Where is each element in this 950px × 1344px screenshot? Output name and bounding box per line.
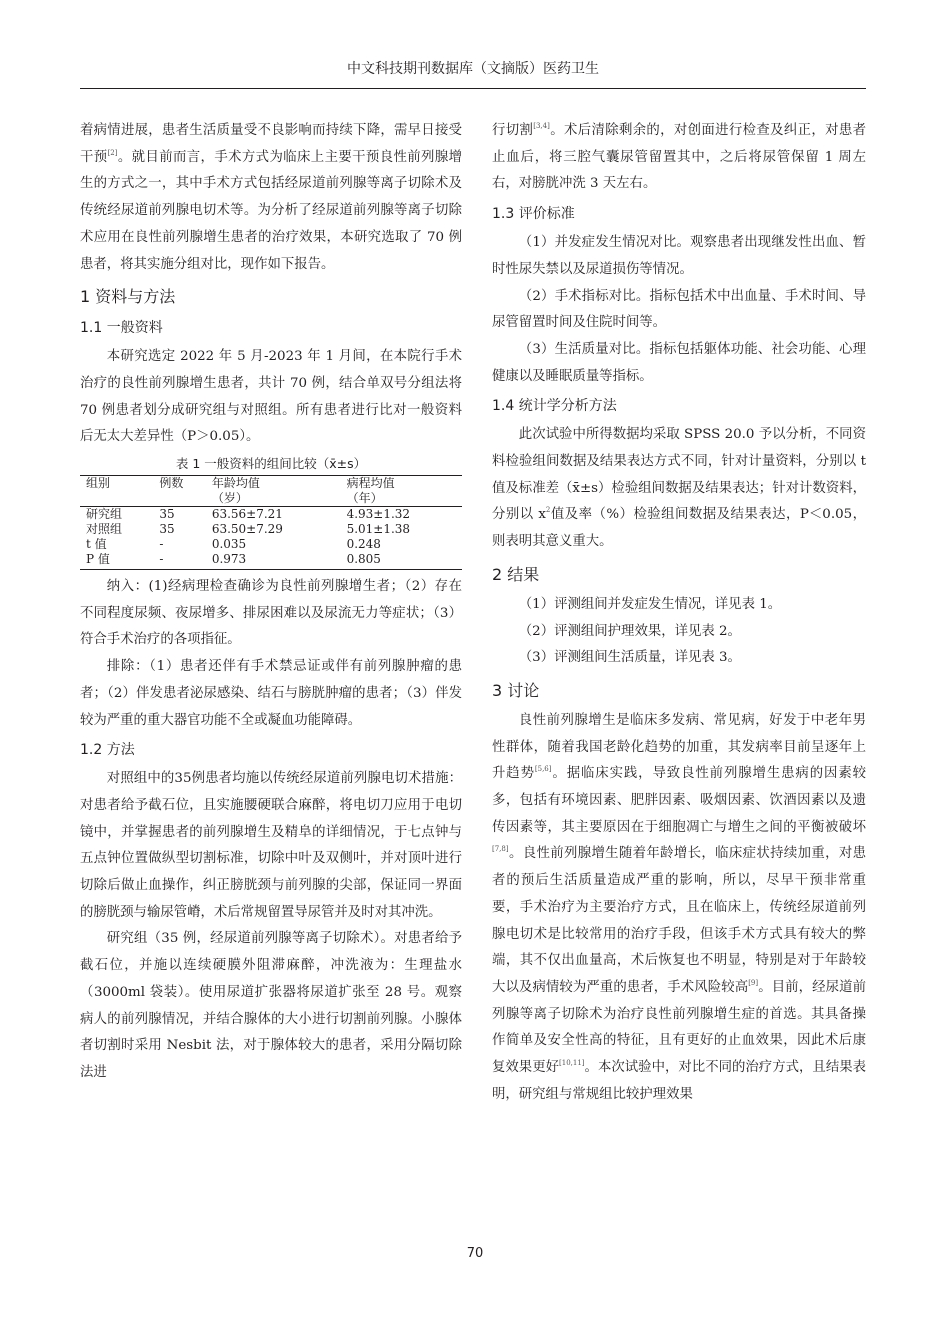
section-heading-methods: 1 资料与方法 bbox=[80, 287, 176, 307]
col-header-age: 年龄均值 bbox=[206, 476, 341, 492]
inclusion-paragraph: 纳入：(1)经病理检查确诊为良性前列腺增生者；（2）存在不同程度尿频、夜尿增多、排尿困难以及尿流无力等症状；（3）符合手术治疗的各项指征。 bbox=[80, 579, 462, 648]
citation[interactable]: [9] bbox=[748, 978, 759, 987]
discussion-paragraph: 良性前列腺增生是临床多发病、常见病，好发于中老年男性群体，随着我国老龄化趋势的加重，其发病率目前呈逐年上升趋势[5,6]。据临床实践，导致良性前列腺增生患病的因素较多，包括有环境因素、肥胖因素、吸烟因素、饮酒因素以及遗传因素等，其主要原因在于细胞凋亡与增生之间的平衡被破坏[7,8]。良性前列腺增生随着年龄增长，临床症状持续加重，对患者的预后生活质量造成严重的影响，所以，尽早干预非常重要，手术治疗为主要治疗方式，且在临床上，传统经尿道前列腺电切术是比较常用的治疗手段，但该手术方式具有较大的弊端，其不仅出血量高，术后恢复也不明显，特别是对于年龄较大以及病情较为严重的患者，手术风险较高[9]。目前，经尿道前列腺等离子切除术为治疗良性前列腺增生症的首选。其具备操作简单及安全性高的特征，且有更好的止血效果，因此术后康复效果更好[10,11]。本次试验中，对比不同的治疗方式，且结果表明，研究组与常规组比较护理效果 bbox=[492, 712, 867, 1102]
table-row: t 值 - 0.035 0.248 bbox=[86, 537, 381, 552]
page-number: 70 bbox=[466, 1246, 484, 1261]
journal-header: 中文科技期刊数据库（文摘版）医药卫生 bbox=[347, 61, 599, 77]
section-heading-results: 2 结果 bbox=[492, 564, 540, 584]
table-caption: 表 1 一般资料的组间比较（x̄±s） bbox=[175, 456, 367, 472]
result-item: （1）评测组间并发症发生情况，详见表 1。 bbox=[518, 596, 782, 612]
study-group-paragraph: 研究组（35 例，经尿道前列腺等离子切除术）。对患者给予截石位，并施以连续硬膜外阻滞麻醉，冲洗液为：生理盐水（3000ml 袋装）。使用尿道扩张器将尿道扩张至 28 号。观察病人的前列腺情况，并结合腺体的大小进行切割前列腺。小腺体者切割时采用 Nesbit 法，对于腺体较大的患者，采用分隔切除法进 bbox=[80, 931, 462, 1080]
right-column bbox=[492, 118, 866, 1109]
col-header-course: 病程均值 bbox=[341, 476, 462, 492]
evaluation-item: （2）手术指标对比。指标包括术中出血量、手术时间、导尿管留置时间及住院时间等。 bbox=[492, 288, 866, 331]
col-header-count: 例数 bbox=[153, 476, 205, 492]
col-header-group: 组别 bbox=[80, 476, 153, 492]
statistics-paragraph: 此次试验中所得数据均采取 SPSS 20.0 予以分析，不同资料检验组间数据及结果表达方式不同，针对计量资料，分别以 t 值及标准差（x̄±s）检验组间数据及结果表达；针对计数资料，分别以 $x^2$值及率（%）检验组间数据及结果表达，P＜0.05，则表明其意义重大。 bbox=[492, 427, 866, 550]
baseline-table bbox=[80, 475, 462, 570]
exclusion-paragraph: 排除：（1）患者还伴有手术禁忌证或伴有前列腺肿瘤的患者；（2）伴发患者泌尿感染、结石与膀胱肿瘤的患者；（3）伴发较为严重的重大器官功能不全或凝血功能障碍。 bbox=[80, 659, 462, 728]
citation[interactable]: [3,4] bbox=[533, 122, 550, 130]
subsection-heading-general: 1.1 一般资料 bbox=[80, 320, 163, 337]
control-group-paragraph: 对照组中的35例患者均施以传统经尿道前列腺电切术措施：对患者给予截石位，且实施腰硬联合麻醉，将电切刀应用于电切镜中，并掌握患者的前列腺增生及精阜的详细情况，于七点钟与五点钟位置做纵型切割标准，切除中叶及双侧叶，并对顶叶进行切除后做止血操作，纠正膀胱颈与前列腺的尖部，保证同一界面的膀胱颈与输尿管嵴，术后常规留置导尿管并及时对其冲洗。 bbox=[80, 771, 462, 920]
evaluation-item: （3）生活质量对比。指标包括躯体功能、社会功能、心理健康以及睡眠质量等指标。 bbox=[492, 341, 866, 384]
header-rule bbox=[80, 88, 866, 89]
table-row: P 值 - 0.973 0.805 bbox=[80, 552, 462, 570]
citation[interactable]: [5,6] bbox=[534, 765, 552, 774]
section-heading-discussion: 3 讨论 bbox=[492, 680, 540, 700]
table-row: 研究组 35 63.56±7.21 4.93±1.32 bbox=[86, 507, 411, 522]
continued-paragraph: 行切割[3,4]。术后清除剩余的，对创面进行检查及纠正，对患者止血后，将三腔气囊尿管留置其中，之后将尿管保留 1 周左右，对膀胱冲洗 3 天左右。 bbox=[492, 122, 867, 192]
col-header-age-unit: （岁） bbox=[206, 491, 341, 507]
subsection-heading-statistics: 1.4 统计学分析方法 bbox=[492, 398, 617, 415]
general-paragraph: 本研究选定 2022 年 5 月-2023 年 1 月间，在本院行手术治疗的良性前列腺增生患者，共计 70 例，结合单双号分组法将 70 例患者划分成研究组与对照组。所有患者进行比对一般资料后无太大差异性（P＞0.05）。 bbox=[80, 349, 462, 445]
evaluation-item: （1）并发症发生情况对比。观察患者出现继发性出血、暂时性尿失禁以及尿道损伤等情况。 bbox=[492, 235, 866, 277]
result-item: （3）评测组间生活质量，详见表 3。 bbox=[518, 650, 741, 666]
intro-paragraph: 着病情进展，患者生活质量受不良影响而持续下降，需早日接受干预[2]。就目前而言，手术方式为临床上主要干预良性前列腺增生的方式之一，其中手术方式包括经尿道前列腺等离子切除术及传统经尿道前列腺电切术等。为分析了经尿道前列腺等离子切除术应用在良性前列腺增生患者的治疗效果，本研究选取了 70 例患者，将其实施分组对比，现作如下报告。 bbox=[80, 123, 462, 272]
citation[interactable]: [7,8] bbox=[492, 845, 509, 854]
citation[interactable]: [2] bbox=[107, 148, 118, 157]
table-row: 对照组 35 63.50±7.29 5.01±1.38 bbox=[86, 522, 411, 537]
left-column bbox=[80, 118, 462, 1087]
col-header-course-unit: （年） bbox=[341, 491, 462, 507]
subsection-heading-evaluation: 1.3 评价标准 bbox=[492, 206, 575, 223]
citation[interactable]: [10,11] bbox=[559, 1059, 585, 1068]
subsection-heading-methods: 1.2 方法 bbox=[80, 742, 135, 759]
result-item: （2）评测组间护理效果，详见表 2。 bbox=[518, 623, 741, 639]
